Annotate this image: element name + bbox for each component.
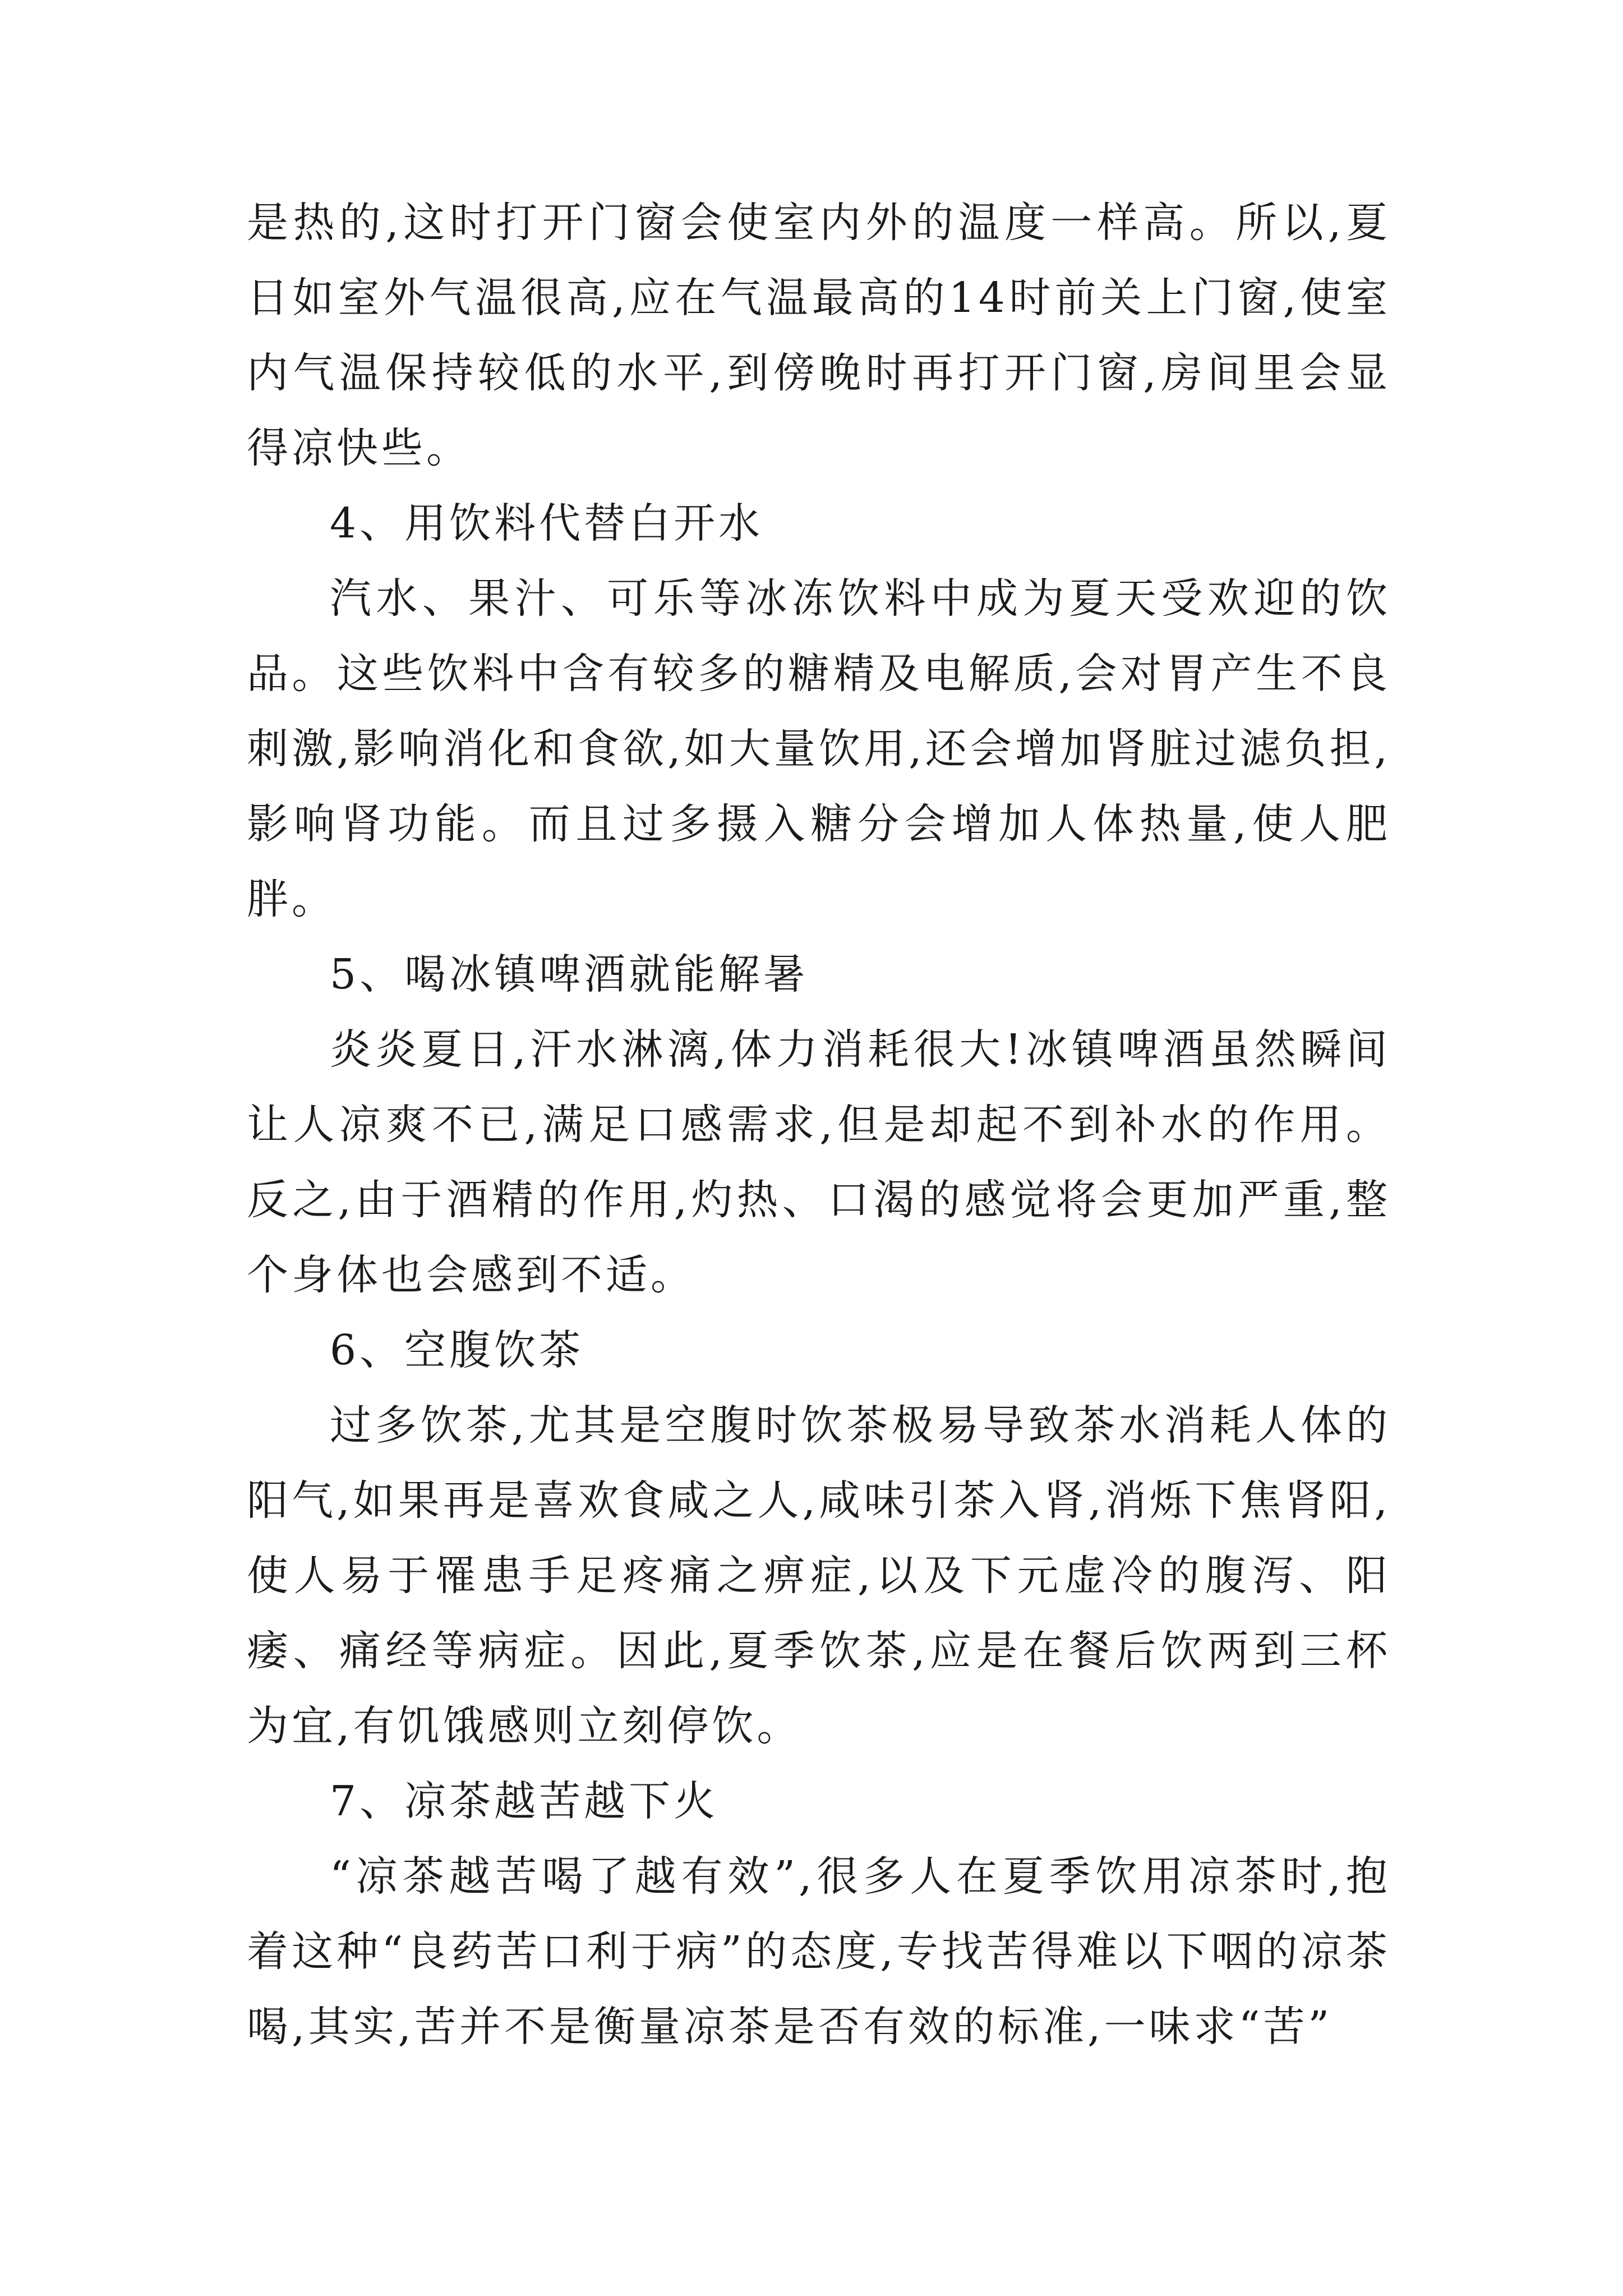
- paragraph-body: 汽水、果汁、可乐等冰冻饮料中成为夏天受欢迎的饮品。这些饮料中含有较多的糖精及电解质,会对胃产生不良刺激,影响消化和食欲,如大量饮用,还会增加肾脏过滤负担,影响肾功能。而且过多摄入糖分会增加人体热量,使人肥胖。: [247, 574, 1391, 923]
- section-heading-5: 5、喝冰镇啤酒就能解暑: [330, 950, 809, 999]
- paragraph-body: 过多饮茶,尤其是空腹时饮茶极易导致茶水消耗人体的阳气,如果再是喜欢食咸之人,咸味引茶入肾,消烁下焦肾阳,使人易于罹患手足疼痛之痹症,以及下元虚冷的腹泻、阳痿、痛经等病症。因此,夏季饮茶,应是在餐后饮两到三杯为宜,有饥饿感则立刻停饮。: [247, 1401, 1391, 1750]
- paragraph-continuation: 是热的,这时打开门窗会使室内外的温度一样高。所以,夏日如室外气温很高,应在气温最高的14时前关上门窗,使室内气温保持较低的水平,到傍晚时再打开门窗,房间里会显得凉快些。: [247, 199, 1391, 472]
- section-heading-4: 4、用饮料代替白开水: [330, 499, 764, 547]
- section-heading-7: 7、凉茶越苦越下火: [330, 1777, 719, 1825]
- section-heading-6: 6、空腹饮茶: [330, 1326, 584, 1374]
- paragraph-body: “凉茶越苦喝了越有效”,很多人在夏季饮用凉茶时,抱着这种“良药苦口利于病”的态度,专找苦得难以下咽的凉茶喝,其实,苦并不是衡量凉茶是否有效的标准,一味求“苦”: [247, 1852, 1391, 2051]
- document-page: [247, 185, 1391, 2064]
- paragraph-body: 炎炎夏日,汗水淋漓,体力消耗很大!冰镇啤酒虽然瞬间让人凉爽不已,满足口感需求,但是却起不到补水的作用。反之,由于酒精的作用,灼热、口渴的感觉将会更加严重,整个身体也会感到不适。: [247, 1025, 1391, 1299]
